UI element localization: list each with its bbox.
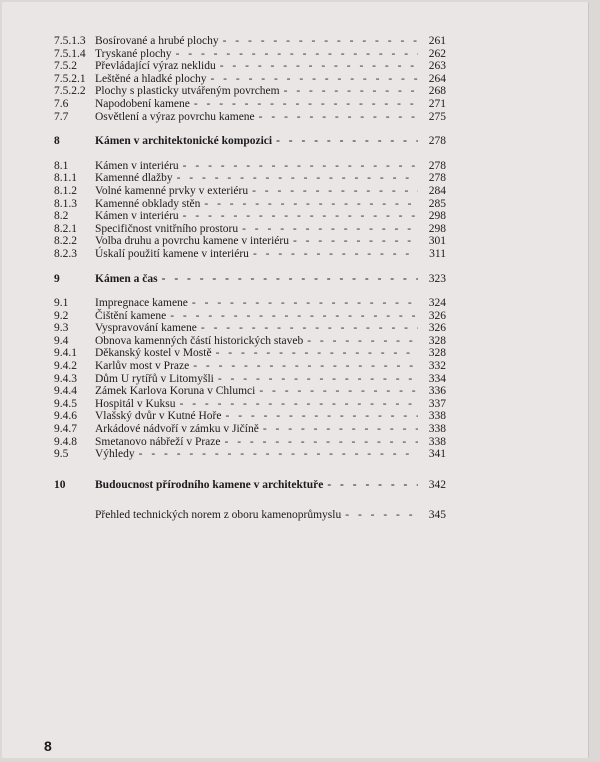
toc-chapter-heading	[54, 135, 446, 148]
toc-entry-page: 332	[428, 360, 446, 373]
toc-entry-number: 8.2	[54, 210, 69, 223]
dot-leader	[225, 410, 418, 423]
toc-entry-number: 9.4.4	[54, 385, 77, 398]
dot-leader	[223, 35, 418, 48]
toc-entry-number: 9.4.7	[54, 423, 77, 436]
toc-entry-title: Dům U rytířů v Litomyšli	[95, 372, 214, 385]
toc-entry-number: 9.4.2	[54, 360, 77, 373]
toc-entry-title: Výhledy	[95, 448, 135, 461]
toc-entry-title: Arkádové nádvoří v zámku v Jičíně	[95, 423, 259, 436]
toc-entry	[54, 310, 446, 323]
toc-entry-page: 324	[428, 297, 446, 310]
toc-entry-number: 7.5.1.4	[54, 47, 86, 60]
toc-entry-page: 342	[428, 478, 446, 491]
toc-entry-page: 311	[429, 247, 446, 260]
toc-entry	[54, 73, 446, 86]
toc-entry	[54, 335, 446, 348]
dot-leader	[284, 85, 418, 98]
toc-entry-page: 336	[428, 385, 446, 398]
toc-entry-page: 345	[428, 509, 446, 522]
toc-entry-number: 7.5.1.3	[54, 35, 86, 47]
toc-entry-title: Napodobení kamene	[95, 97, 190, 110]
toc-entry-title: Obnova kamenných částí historických staveb	[95, 334, 304, 347]
toc-entry-title: Impregnace kamene	[95, 297, 188, 310]
toc-entry-number: 9.2	[54, 309, 69, 322]
dot-leader	[293, 235, 418, 248]
toc-entry	[54, 223, 446, 236]
dot-leader	[201, 322, 418, 335]
toc-entry	[54, 111, 446, 124]
toc-entry-page: 271	[428, 97, 446, 110]
toc-entry	[54, 410, 446, 423]
toc-entry-page: 337	[428, 397, 446, 410]
toc-entry-number: 9.3	[54, 322, 69, 335]
dot-leader	[263, 423, 418, 436]
toc-chapter-heading	[54, 479, 446, 492]
page-number: 8	[44, 738, 52, 754]
toc-entry	[54, 60, 446, 73]
toc-entry-number: 8.1.1	[54, 172, 77, 185]
toc-entry-number: 10	[54, 478, 66, 491]
toc-entry-title: Kamenné dlažby	[95, 172, 173, 185]
toc-section	[54, 297, 446, 461]
toc-entry-page: 326	[428, 309, 446, 322]
toc-entry	[54, 448, 446, 461]
toc-entry	[54, 373, 446, 386]
toc-entry	[54, 398, 446, 411]
toc-entry-title: Plochy s plasticky utvářeným povrchem	[95, 85, 280, 98]
toc-entry-number: 9.4.1	[54, 347, 77, 360]
toc-entry-title: Tryskané plochy	[95, 47, 172, 60]
dot-leader	[259, 111, 418, 124]
toc-entry-page: 262	[428, 47, 446, 60]
toc-entry-page: 285	[428, 197, 446, 210]
toc-entry-number: 7.5.2.2	[54, 85, 86, 98]
toc-entry-page: 326	[428, 322, 446, 335]
toc-entry-title: Specifičnost vnitřního prostoru	[95, 222, 239, 235]
toc-entry	[54, 423, 446, 436]
toc-entry-page: 323	[428, 272, 446, 285]
toc-entry	[54, 85, 446, 98]
toc-entry-page: 284	[428, 184, 446, 197]
toc-section	[54, 160, 446, 261]
toc-entry-number: 7.6	[54, 97, 69, 110]
toc-entry-title: Převládající výraz neklidu	[95, 60, 216, 73]
toc-entry-page: 275	[428, 110, 446, 123]
toc-entry	[54, 297, 446, 310]
dot-leader	[176, 48, 418, 61]
toc-section	[54, 135, 446, 148]
dot-leader	[170, 310, 418, 323]
toc-entry	[54, 48, 446, 61]
toc-entry-page: 278	[428, 159, 446, 172]
toc-entry	[54, 210, 446, 223]
toc-entry-number: 8.2.1	[54, 222, 77, 235]
dot-leader	[220, 60, 418, 73]
toc-entry-title: Karlův most v Praze	[95, 360, 190, 373]
toc-entry-title: Volné kamenné prvky v exteriéru	[95, 184, 249, 197]
toc-entry	[54, 248, 446, 261]
toc-entry-page: 264	[428, 72, 446, 85]
dot-leader	[192, 297, 418, 310]
toc-entry-title: Čištění kamene	[95, 309, 167, 322]
toc-entry	[54, 98, 446, 111]
toc-entry-page: 338	[428, 410, 446, 423]
toc-entry-page: 263	[428, 60, 446, 73]
dot-leader	[225, 436, 419, 449]
toc-section	[54, 273, 446, 286]
toc-entry	[54, 235, 446, 248]
toc-entry-page: 328	[428, 334, 446, 347]
dot-leader	[204, 198, 418, 211]
toc-entry-title: Kámen a čas	[95, 272, 158, 285]
toc-entry-title: Bosírované a hrubé plochy	[95, 35, 219, 47]
toc-entry	[54, 172, 446, 185]
dot-leader	[183, 160, 418, 173]
toc-entry-number: 9.4.3	[54, 372, 77, 385]
toc-entry-title: Přehled technických norem z oboru kamenoprůmyslu	[95, 509, 342, 522]
toc-entry-number: 9.4.5	[54, 397, 77, 410]
toc-entry-number: 8.1.3	[54, 197, 77, 210]
dot-leader	[259, 385, 418, 398]
toc-entry	[54, 160, 446, 173]
toc-entry-title: Zámek Karlova Koruna v Chlumci	[95, 385, 256, 398]
dot-leader	[307, 335, 418, 348]
toc-entry-title: Smetanovo nábřeží v Praze	[95, 435, 221, 448]
dot-leader	[242, 223, 418, 236]
toc-entry-number: 8.2.3	[54, 247, 77, 260]
toc-entry	[54, 347, 446, 360]
toc-entry	[54, 509, 446, 522]
toc-entry-page: 341	[428, 448, 446, 461]
dot-leader	[345, 509, 418, 522]
toc-entry-page: 301	[428, 235, 446, 248]
dot-leader	[327, 479, 418, 492]
toc-entry	[54, 198, 446, 211]
toc-entry	[54, 322, 446, 335]
toc-entry-title: Úskalí použití kamene v interiéru	[95, 247, 249, 260]
toc-entry-title: Hospitál v Kuksu	[95, 397, 176, 410]
toc-entry	[54, 185, 446, 198]
toc-entry-number: 7.7	[54, 110, 69, 123]
toc-entry-title: Leštěné a hladké plochy	[95, 72, 207, 85]
toc-entry-number: 8.2.2	[54, 235, 77, 248]
book-page	[2, 2, 589, 758]
dot-leader	[194, 98, 418, 111]
toc-section	[54, 509, 446, 522]
toc-entry-page: 278	[428, 172, 446, 185]
toc-entry-number: 9.4	[54, 334, 69, 347]
toc-entry-number: 9.4.6	[54, 410, 77, 423]
toc-entry-title: Kamenné obklady stěn	[95, 197, 201, 210]
toc-entry-title: Vyspravování kamene	[95, 322, 197, 335]
dot-leader	[218, 373, 418, 386]
toc-entry-number: 9.5	[54, 448, 69, 461]
toc-entry-title: Budoucnost přírodního kamene v architektuře	[95, 478, 324, 491]
toc-entry	[54, 35, 446, 48]
toc-entry-page: 268	[428, 85, 446, 98]
toc-entry	[54, 360, 446, 373]
toc-entry-number: 7.5.2	[54, 60, 77, 73]
table-of-contents	[54, 35, 446, 522]
dot-leader	[139, 448, 418, 461]
toc-entry-page: 328	[428, 347, 446, 360]
dot-leader	[183, 210, 418, 223]
dot-leader	[252, 185, 418, 198]
toc-entry-number: 9.1	[54, 297, 69, 310]
toc-entry-page: 338	[428, 423, 446, 436]
toc-entry-page: 261	[428, 35, 446, 47]
toc-entry-title: Osvětlení a výraz povrchu kamene	[95, 110, 255, 123]
dot-leader	[180, 398, 419, 411]
toc-entry-title: Kámen v interiéru	[95, 210, 179, 223]
toc-entry-number: 8	[54, 135, 60, 148]
toc-entry-page: 338	[428, 435, 446, 448]
dot-leader	[210, 73, 418, 86]
dot-leader	[162, 273, 418, 286]
dot-leader	[216, 347, 418, 360]
toc-entry-number: 8.1	[54, 159, 69, 172]
toc-entry-number: 9	[54, 272, 60, 285]
toc-entry-number: 8.1.2	[54, 184, 77, 197]
toc-entry-number: 7.5.2.1	[54, 72, 86, 85]
toc-entry-title: Kámen v architektonické kompozici	[95, 135, 273, 148]
dot-leader	[253, 248, 418, 261]
toc-entry	[54, 385, 446, 398]
toc-entry-page: 298	[428, 210, 446, 223]
dot-leader	[276, 135, 418, 148]
dot-leader	[193, 360, 418, 373]
toc-entry-title: Děkanský kostel v Mostě	[95, 347, 212, 360]
toc-entry-title: Vlašský dvůr v Kutné Hoře	[95, 410, 222, 423]
toc-entry-title: Kámen v interiéru	[95, 159, 179, 172]
toc-entry-title: Volba druhu a povrchu kamene v interiéru	[95, 235, 289, 248]
toc-entry	[54, 436, 446, 449]
toc-section	[54, 35, 446, 123]
toc-section	[54, 479, 446, 492]
toc-entry-number: 9.4.8	[54, 435, 77, 448]
toc-entry-page: 334	[428, 372, 446, 385]
toc-chapter-heading	[54, 273, 446, 286]
toc-entry-page: 298	[428, 222, 446, 235]
dot-leader	[177, 172, 418, 185]
toc-entry-page: 278	[428, 135, 446, 148]
